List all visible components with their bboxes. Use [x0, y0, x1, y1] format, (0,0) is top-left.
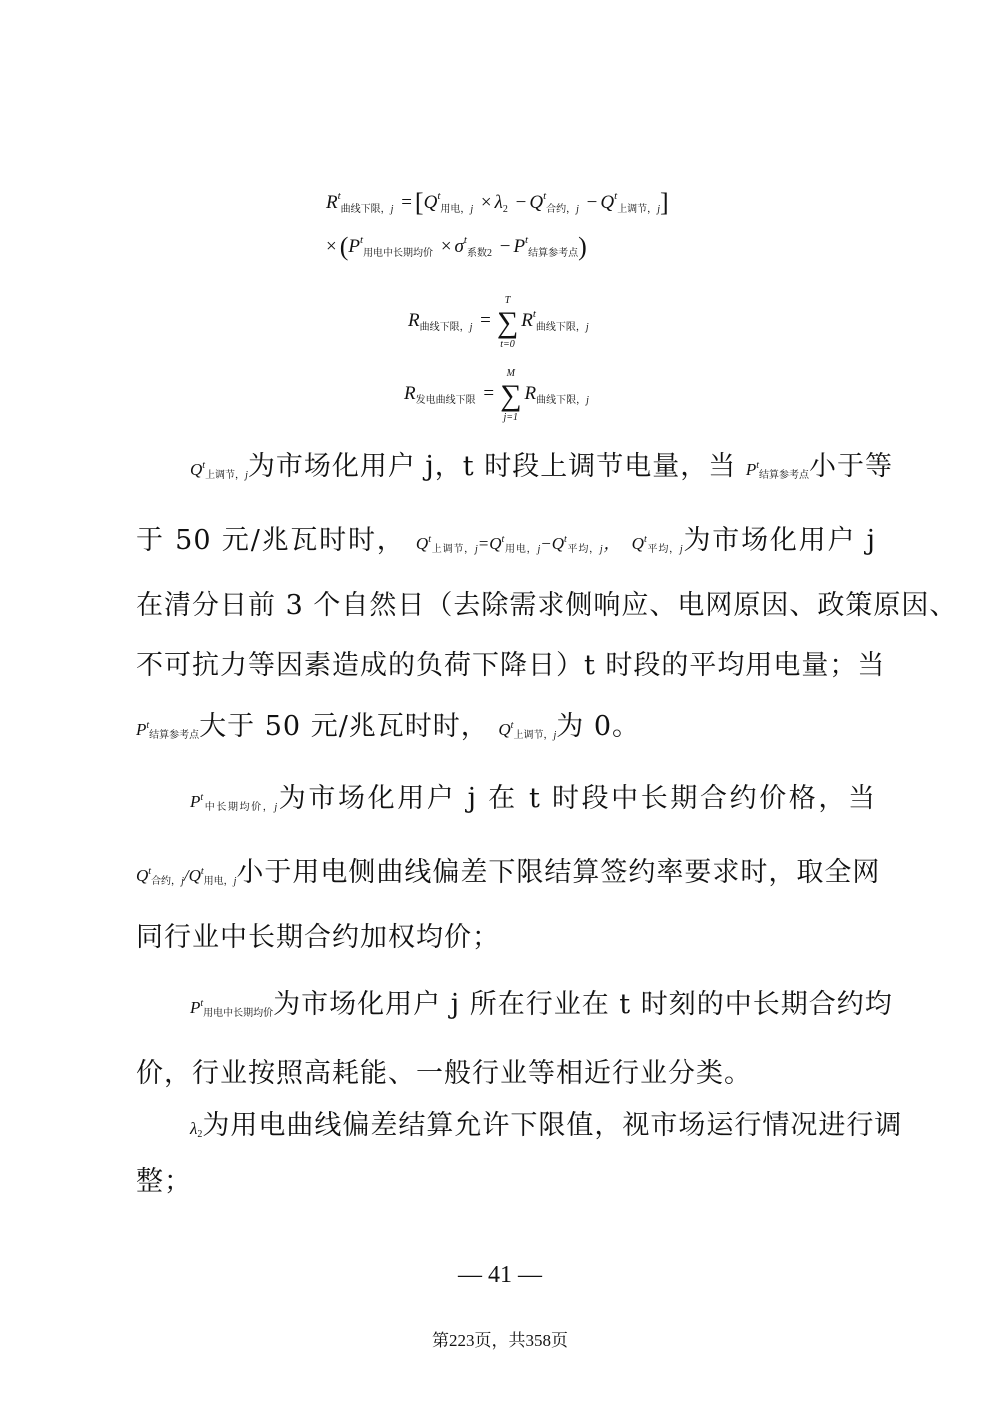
paragraph-line: 价，行业按照高耗能、一般行业等相近行业分类。 [136, 1058, 752, 1089]
symbol-q-up-adjust: $Q^t_{上调节,j}$ [498, 720, 557, 741]
formula-sum-over-j: $R_{发电曲线下限}$ = ∑ M j=1 $R_{曲线下限,j}$ [404, 368, 589, 423]
symbol-q-formula-inline: $Q^t_{上调节,j}=Q^t_{用电,j}-Q^t_{平均,j}$， [415, 534, 622, 555]
symbol-p-settlement-ref: $P^t_{结算参考点}$ [745, 460, 809, 481]
symbol-p-mid-long-term: $P^t_{中长期均价,j}$ [190, 792, 278, 813]
formula-curve-lower-limit-line1: $R^t_{曲线下限,j} = [Q^t_{用电,j} \times \lambda_2 - Q^t_{合约,j} - Q^t_{上调节,j}]$ [326, 188, 669, 217]
symbol-p-industry-average: $P^t_{用电中长期均价}$ [190, 998, 274, 1019]
symbol-contract-ratio: $Q^t_{合约,j}/Q^t_{用电,j}$ [136, 866, 237, 887]
paragraph-line: $P^t_{中长期均价,j}$为市场化用户 j 在 t 时段中长期合约价格，当 [190, 783, 877, 814]
paragraph-line: 同行业中长期合约加权均价； [136, 922, 500, 953]
paragraph-line: 不可抗力等因素造成的负荷下降日）t 时段的平均用电量；当 [136, 650, 886, 681]
page-number: — 41 — [458, 1262, 542, 1288]
symbol-p-settlement-ref: $P^t_{结算参考点}$ [136, 720, 200, 741]
sigma-sum-symbol: ∑ T t=0 [496, 295, 519, 350]
symbol-q-up-adjust: $Q^t_{上调节,j}$ [190, 460, 248, 481]
paragraph-line: $Q^t_{上调节,j}$为市场化用户 j，t 时段上调节电量，当 $P^t_{结算参考点}$小于等 [190, 451, 893, 482]
paragraph-line: 在清分日前 3 个自然日（去除需求侧响应、电网原因、政策原因、 [136, 590, 958, 621]
formula-sum-over-t: $R_{曲线下限,j}$ = ∑ T t=0 $R^t_{曲线下限,j}$ [408, 295, 589, 350]
symbol-lambda-2: $\lambda_2$ [190, 1119, 203, 1140]
symbol-q-average: $Q^t_{平均,j}$ [631, 534, 683, 555]
page-count: 第223页，共358页 [432, 1331, 568, 1350]
paragraph-line: 整； [136, 1166, 192, 1197]
paragraph-line: $P^t_{结算参考点}$大于 50 元/兆瓦时时， $Q^t_{上调节,j}$为 0。 [136, 711, 640, 742]
paragraph-line: $P^t_{用电中长期均价}$为市场化用户 j 所在行业在 t 时刻的中长期合约均 [190, 989, 893, 1020]
formula-curve-lower-limit-line2: × $(P^t_{用电中长期均价} \times \sigma^t_{系数2} - P^t_{结算参考点})$ [326, 232, 587, 261]
paragraph-line: $Q^t_{合约,j}/Q^t_{用电,j}$小于用电侧曲线偏差下限结算签约率要求时，取全网 [136, 857, 881, 888]
sigma-sum-symbol: ∑ M j=1 [500, 368, 522, 423]
paragraph-line: 于 50 元/兆瓦时时， $Q^t_{上调节,j}=Q^t_{用电,j}-Q^t_{平均,j}$， $Q^t_{平均,j}$为市场化用户 j [136, 525, 876, 556]
paragraph-line: $\lambda_2$为用电曲线偏差结算允许下限值，视市场运行情况进行调 [190, 1110, 903, 1141]
